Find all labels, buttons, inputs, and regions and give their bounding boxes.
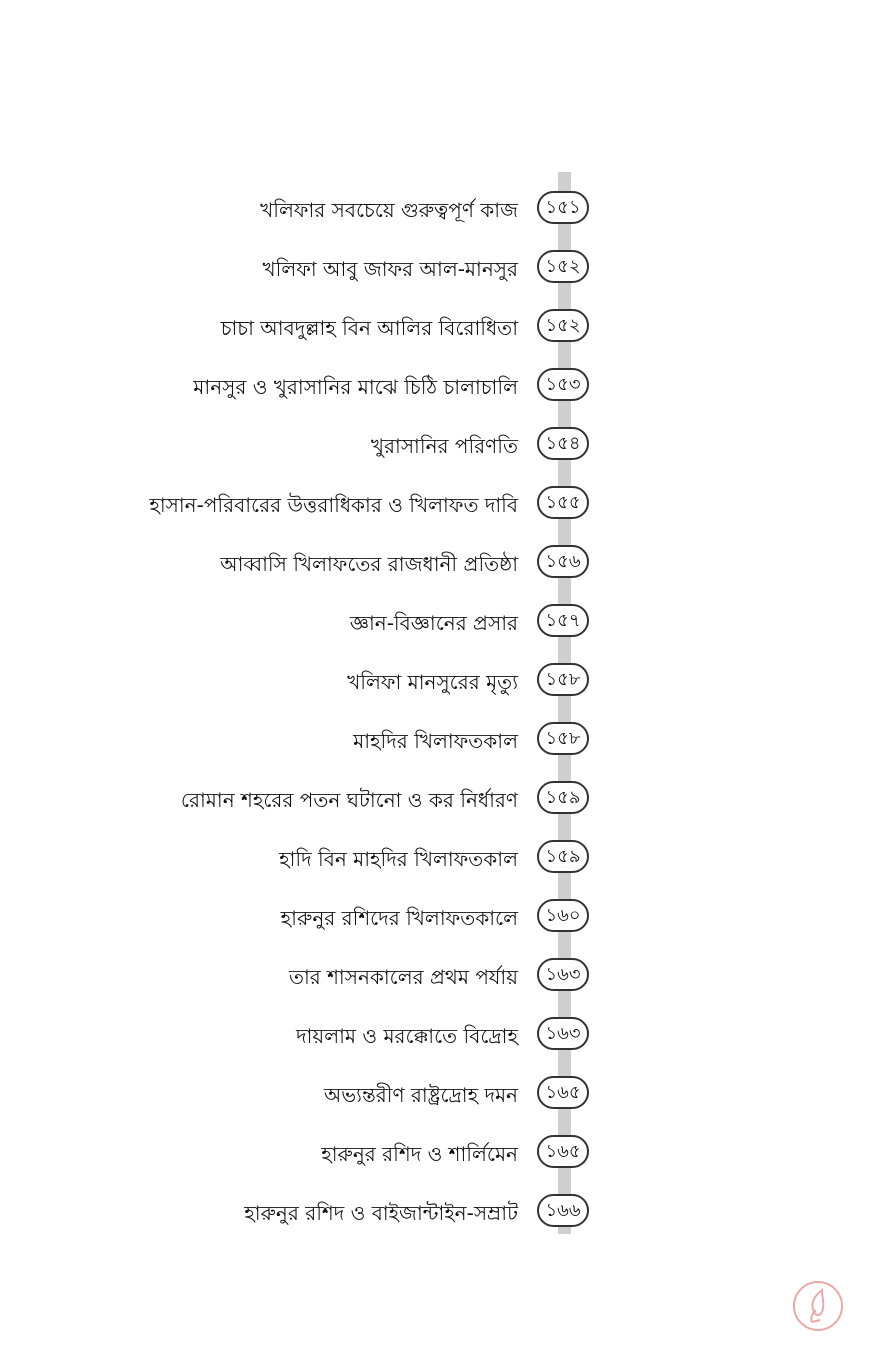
toc-entry [0,654,870,713]
toc-entry-page-number: ১৫৩ [537,368,589,401]
toc-entry-page-number: ১৬৩ [537,958,589,991]
toc-entry-title: হারুনুর রশিদের খিলাফতকালে [280,906,518,930]
toc-entry [0,949,870,1008]
toc-entry [0,772,870,831]
toc-entry-title: চাচা আবদুল্লাহ বিন আলির বিরোধিতা [220,316,518,340]
toc-entry-page-number: ১৫৮ [537,722,589,755]
toc-entry [0,1126,870,1185]
toc-entry-title: অভ্যন্তরীণ রাষ্ট্রদ্রোহ দমন [323,1083,518,1107]
toc-entry-title: রোমান শহরের পতন ঘটানো ও কর নির্ধারণ [180,788,518,812]
toc-entry-title: আব্বাসি খিলাফতের রাজধানী প্রতিষ্ঠা [220,552,518,576]
toc-entry [0,182,870,241]
toc-entry-page-number: ১৬৫ [537,1135,589,1168]
toc-entry [0,536,870,595]
toc-entry-page-number: ১৫২ [537,250,589,283]
toc-entry [0,831,870,890]
toc-entry-title: মাহদির খিলাফতকাল [353,729,518,753]
toc-entry [0,713,870,772]
toc-entry [0,1067,870,1126]
toc-entry-title: হারুনুর রশিদ ও শার্লিমেন [321,1142,518,1166]
toc-entry [0,1008,870,1067]
toc-entry-page-number: ১৫৬ [537,545,589,578]
toc-entry-title: খলিফা মানসুরের মৃত্যু [347,670,518,694]
toc-entry-page-number: ১৬৩ [537,1017,589,1050]
toc-entry [0,300,870,359]
toc-entry-title: হাসান-পরিবারের উত্তরাধিকার ও খিলাফত দাবি [149,493,518,517]
toc-entry-title: জ্ঞান-বিজ্ঞানের প্রসার [349,611,518,635]
toc-entry-page-number: ১৫৭ [537,604,589,637]
quill-pen-logo-icon [792,1280,844,1332]
toc-entry-title: খলিফার সবচেয়ে গুরুত্বপূর্ণ কাজ [260,198,518,222]
toc-entry-title: খুরাসানির পরিণতি [370,434,518,458]
toc-entry-title: তার শাসনকালের প্রথম পর্যায় [288,965,518,989]
toc-entry [0,477,870,536]
toc-entry [0,595,870,654]
toc-entry-page-number: ১৫২ [537,309,589,342]
toc-entry-title: হাদি বিন মাহদির খিলাফতকাল [279,847,518,871]
toc-list [0,182,870,1244]
toc-entry [0,1185,870,1244]
toc-entry [0,241,870,300]
toc-entry-title: খলিফা আবু জাফর আল-মানসুর [262,257,518,281]
toc-entry [0,418,870,477]
toc-entry-title: হারুনুর রশিদ ও বাইজান্টাইন-সম্রাট [244,1201,518,1225]
toc-entry-page-number: ১৫৯ [537,840,589,873]
toc-entry-page-number: ১৫৯ [537,781,589,814]
toc-entry-page-number: ১৬০ [537,899,589,932]
toc-entry [0,359,870,418]
toc-entry-page-number: ১৬৫ [537,1076,589,1109]
toc-entry-title: মানসুর ও খুরাসানির মাঝে চিঠি চালাচালি [193,375,518,399]
toc-entry [0,890,870,949]
toc-entry-page-number: ১৫৪ [537,427,589,460]
toc-entry-page-number: ১৫৫ [537,486,589,519]
toc-entry-title: দায়লাম ও মরক্কোতে বিদ্রোহ [296,1024,518,1048]
toc-entry-page-number: ১৫৮ [537,663,589,696]
toc-entry-page-number: ১৬৬ [537,1194,589,1227]
toc-entry-page-number: ১৫১ [537,191,589,224]
